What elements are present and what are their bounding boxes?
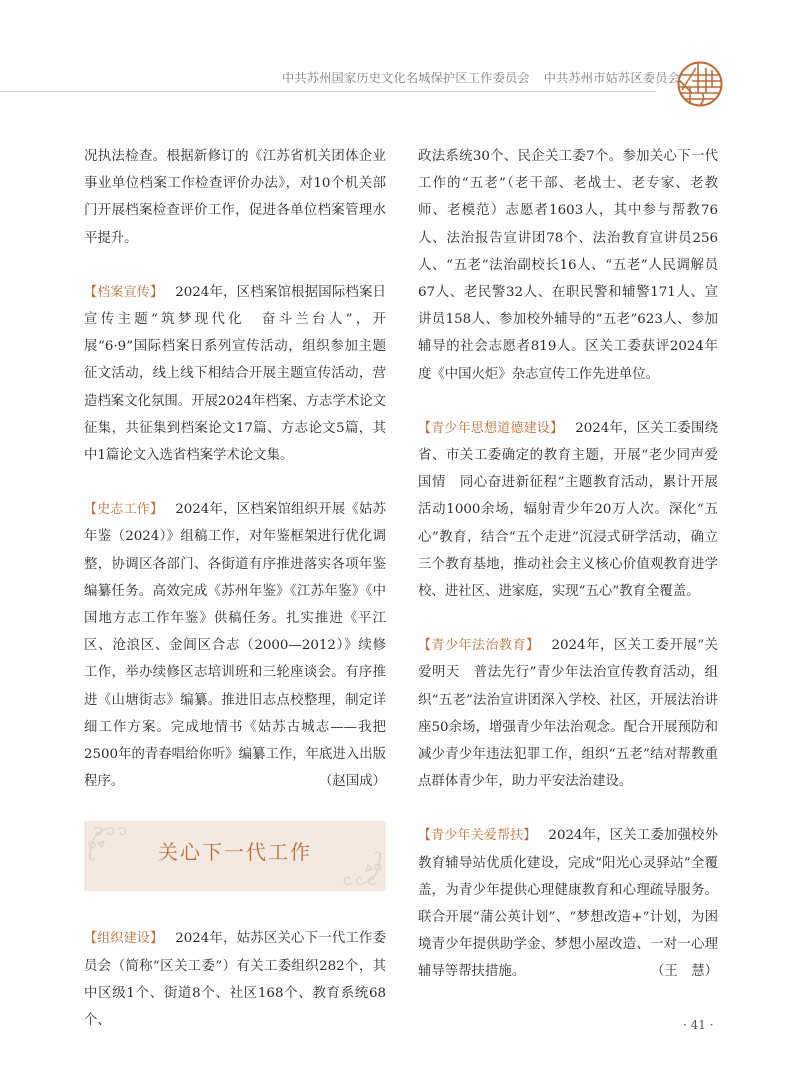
- running-header: [282, 69, 680, 86]
- left-column: [84, 143, 386, 1034]
- history-work-paragraph: [84, 496, 386, 795]
- section-title: 关心下一代工作: [158, 840, 312, 865]
- law-education-paragraph: [418, 632, 718, 795]
- author-signature: （赵国成）: [319, 774, 386, 790]
- paragraph-text: 2024年，区关工委围绕省、市关工委确定的教育主题，开展“老少同声爱国情 同心奋进新征程”主题教育活动，累计开展活动1000余场，辐射青少年20万人次。深化“五心”教育，结合“五个走进”沉浸式研学活动，确立三个教育基地，推动社会主义核心价值观教育进学校、进社区、进家庭，实现“五心”教育全覆盖。: [418, 420, 718, 600]
- archives-publicity-paragraph: [84, 279, 386, 469]
- section-tag: 【史志工作】: [84, 502, 164, 518]
- section-tag: 【青少年关爱帮扶】: [418, 828, 537, 844]
- right-column: [418, 143, 718, 986]
- care-support-paragraph: [418, 822, 718, 985]
- author-signature: （王 慧）: [651, 964, 718, 980]
- header-org-2: 中共苏州市姑苏区委员会: [543, 71, 681, 85]
- section-tag: 【青少年法治教育】: [418, 638, 540, 654]
- organization-continued-paragraph: 政法系统30个、民企关工委7个。参加关心下一代工作的“五老”（老干部、老战士、老专家、老教师、老模范）志愿者1603人，其中参与帮教76人、法治报告宣讲团78个、法治教育宣讲员256人、“五老”法治副校长16人、“五老”人民调解员67人、老民警32人、在职民警和辅警171人、宣讲员158人、参加校外辅导的“五老”623人、参加辅导的社会志愿者819人。区关工委获评2024年度《中国火炬》杂志宣传工作先进单位。: [418, 149, 718, 382]
- pattern-circle-logo-icon: [676, 60, 724, 108]
- organization-paragraph: [84, 925, 386, 1034]
- section-tag: 【档案宣传】: [84, 284, 164, 300]
- page-number: · 41 ·: [683, 1018, 714, 1032]
- header-org-1: 中共苏州国家历史文化名城保护区工作委员会: [282, 71, 530, 85]
- paragraph-text: 2024年，姑苏区关心下一代工作委员会（简称“区关工委”）有关工委组织282个，其中区级1个、街道8个、社区168个、教育系统68个、: [84, 931, 386, 1029]
- paragraph-text: 2024年，区关工委加强校外教育辅导站优质化建设，完成“阳光心灵驿站”全覆盖，为青少年提供心理健康教育和心理疏导服务。联合开展“蒲公英计划”、“梦想改造+”计划，为困境青少年提供助学金、梦想小屋改造、一对一心理辅导等帮扶措施。: [418, 828, 718, 980]
- paragraph-text: 2024年，区档案馆组织开展《姑苏年鉴（2024）》组稿工作，对年鉴框架进行优化调整，协调区各部门、各街道有序推进落实各项年鉴编纂任务。高效完成《苏州年鉴》《江苏年鉴》《中国地方志工作年鉴》供稿任务。扎实推进《平江区、沧浪区、金阊区合志（2000—2012）》续修工作，举办续修区志培训班和三轮座谈会。有序推进《山塘街志》编纂。推进旧志点校整理，制定详细工作方案。完成地情书《姑苏古城志——我把2500年的青春唱给你听》编纂工作，年底进入出版程序。: [84, 502, 386, 790]
- section-banner: [84, 821, 386, 891]
- paragraph-text: 2024年，区档案馆根据国际档案日宣传主题“筑梦现代化 奋斗兰台人”，开展“6·9”国际档案日系列宣传活动，组织参加主题征文活动，线上线下相结合开展主题宣传活动，营造档案文化氛围。开展2024年档案、方志学术论文征集，共征集到档案论文17篇、方志论文5篇，其中1篇论文入选省档案学术论文集。: [84, 284, 386, 464]
- paragraph-text: 2024年，区关工委开展“关爱明天 普法先行”青少年法治宣传教育活动，组织“五老”法治宣讲团深入学校、社区，开展法治讲座50余场，增强青少年法治观念。配合开展预防和减少青少年违法犯罪工作，组织“五老”结对帮教重点群体青少年，助力平安法治建设。: [418, 638, 718, 790]
- floral-ornament-icon: [338, 849, 384, 889]
- intro-paragraph: 况执法检查。根据新修订的《江苏省机关团体企业事业单位档案工作检查评价办法》，对10个机关部门开展档案检查评价工作，促进各单位档案管理水平提升。: [84, 149, 386, 246]
- section-tag: 【青少年思想道德建设】: [418, 420, 564, 436]
- header-rule: [0, 91, 656, 92]
- section-tag: 【组织建设】: [84, 931, 164, 947]
- moral-education-paragraph: [418, 415, 718, 605]
